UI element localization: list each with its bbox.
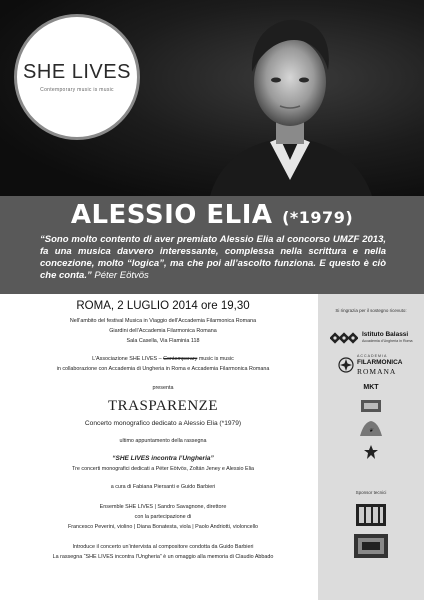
balassi-name: Istituto Balassi xyxy=(362,331,409,338)
performers-line: Francesco Peverini, violino | Diana Bonatesta, viola | Paolo Andriotti, violoncello xyxy=(67,524,259,530)
event-date: ROMA, 2 LUGLIO 2014 ore 19,30 xyxy=(76,300,250,312)
sponsor-emblem-1-icon xyxy=(360,398,382,414)
sponsor-emblem-2-icon xyxy=(356,418,386,440)
concert-subtitle: Concerto monografico dedicato a Alessio Elia (*1979) xyxy=(84,420,242,427)
tech-sponsor-1-icon xyxy=(356,504,386,526)
event-details xyxy=(10,294,316,600)
she-lives-logo xyxy=(14,14,140,140)
balassi-emblem-icon xyxy=(330,331,358,345)
title-banner xyxy=(0,196,424,294)
three-concerts-line: Tre concerti monografici dedicati a Péter Eötvös, Zoltán Jeney e Alessio Elia xyxy=(72,466,254,472)
sponsor-sidebar xyxy=(318,294,424,600)
address-line: Sala Casella, Via Flaminia 118 xyxy=(126,338,200,344)
filarmonica-logo xyxy=(338,354,418,376)
ensemble-line: Ensemble SHE LIVES | Sandro Savagnone, direttore xyxy=(99,504,227,510)
thanks-label: Si ringrazia per il sostegno ricevuto: xyxy=(335,308,407,313)
quote-author: Péter Eötvös xyxy=(94,270,149,281)
technical-sponsors-label: Sponsor tecnici xyxy=(355,490,387,495)
ultimo-line: ultimo appuntamento della rassegna xyxy=(119,438,207,444)
tech-sponsor-2-icon xyxy=(354,534,388,558)
logo-tagline: Contemporary music is music xyxy=(40,87,114,93)
homage-line: La rassegna “SHE LIVES incontra l’Ungheria” è un omaggio alla memoria di Claudio Abbado xyxy=(52,554,274,560)
logo-name: SHE LIVES xyxy=(23,61,131,83)
hero-photo-area xyxy=(0,0,424,196)
association-tail: music is music xyxy=(198,356,234,362)
composer-portrait xyxy=(200,10,380,196)
association-name: L’Associazione SHE LIVES – xyxy=(92,356,162,362)
curators-line: a cura di Fabiana Piersanti e Guido Barbieri xyxy=(110,484,216,490)
concert-title: TRASPARENZE xyxy=(108,398,218,414)
quote-text: “Sono molto contento di aver premiato Alessio Elia al concorso UMZF 2013, fa una musica davvero interessante, complessa nella scrittura e nella concezione, molto “logica”, ma che poi all’ascolto funziona. E questo è ciò che conta.” xyxy=(40,234,386,281)
composer-name-heading xyxy=(0,200,424,230)
balassi-subtitle: Accademia d’Ungheria in Roma xyxy=(362,339,413,343)
rassegna-title: “SHE LIVES incontra l’Ungheria” xyxy=(112,455,214,462)
venue-line: Giardini dell’Accademia Filarmonica Romana xyxy=(109,328,217,334)
intro-line: Introduce il concerto un’intervista al compositore condotta da Guido Barbieri xyxy=(72,544,254,550)
svg-text:❦: ❦ xyxy=(368,429,374,434)
participation-line: con la partecipazione di xyxy=(134,514,192,520)
association-line xyxy=(10,356,316,362)
festival-line: Nell’ambito del festival Musica in Viaggio dell’Accademia Filarmonica Romana xyxy=(69,318,257,324)
eotvos-quote xyxy=(40,234,386,282)
presenta-label: presenta xyxy=(152,385,174,391)
composer-year: (*1979) xyxy=(282,208,354,227)
filarmonica-mid: FILARMONICA xyxy=(357,359,403,366)
filarmonica-bot: ROMANA xyxy=(357,367,397,376)
collaboration-line: in collaborazione con Accademia di Ungheria in Roma e Accademia Filarmonica Romana xyxy=(56,366,270,372)
balassi-logo xyxy=(330,330,414,346)
mkt-logo: MKT xyxy=(363,384,379,391)
association-strike: Contemporary xyxy=(163,356,198,362)
filarmonica-top: ACCADEMIA xyxy=(357,354,388,358)
composer-name: ALESSIO ELIA xyxy=(70,200,273,230)
filarmonica-emblem-icon xyxy=(338,357,354,373)
sponsor-emblem-3-icon xyxy=(364,444,378,460)
